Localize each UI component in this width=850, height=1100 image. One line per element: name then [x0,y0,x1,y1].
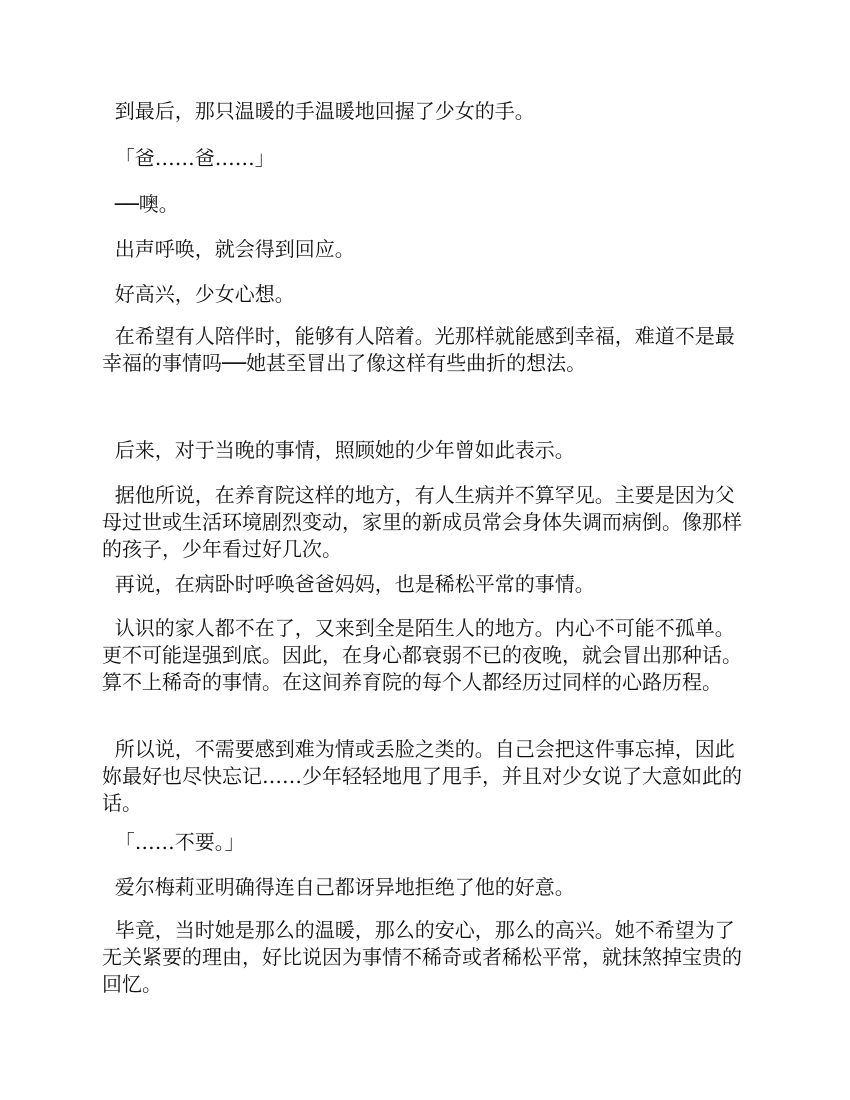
paragraph-13: 爱尔梅莉亚明确得连自己都讶异地拒绝了他的好意。 [102,875,575,899]
paragraph-10: 认识的家人都不在了，又来到全是陌生人的地方。内心不可能不孤单。更不可能逞强到底。因此，在身心都衰弱不已的夜晚，就会冒出那种话。算不上稀奇的事情。在这间养育院的每个人都经历过同样的心路历程。 [102,616,742,694]
paragraph-14: 毕竟，当时她是那么的温暖，那么的安心，那么的高兴。她不希望为了无关紧要的理由，好比说因为事情不稀奇或者稀松平常，就抹煞掉宝贵的回忆。 [102,918,742,996]
paragraph-8: 据他所说，在养育院这样的地方，有人生病并不算罕见。主要是因为父母过世或生活环境剧烈变动，家里的新成员常会身体失调而病倒。像那样的孩子，少年看过好几次。 [102,483,742,561]
paragraph-12: 「……不要。」 [102,830,245,854]
paragraph-2: 「爸……爸……」 [102,146,275,170]
paragraph-9: 再说，在病卧时呼唤爸爸妈妈，也是稀松平常的事情。 [102,572,595,596]
paragraph-4: 出声呼唤，就会得到回应。 [102,237,355,261]
paragraph-11: 所以说，不需要感到难为情或丢脸之类的。自己会把这件事忘掉，因此妳最好也尽快忘记……少年轻轻地甩了甩手，并且对少女说了大意如此的话。 [102,737,742,815]
paragraph-3: ──噢。 [102,192,179,216]
paragraph-1: 到最后，那只温暖的手温暖地回握了少女的手。 [102,99,535,123]
paragraph-6: 在希望有人陪伴时，能够有人陪着。光那样就能感到幸福，难道不是最幸福的事情吗──她甚至冒出了像这样有些曲折的想法。 [102,324,735,375]
paragraph-7: 后来，对于当晚的事情，照顾她的少年曾如此表示。 [102,438,575,462]
paragraph-5: 好高兴，少女心想。 [102,282,295,306]
